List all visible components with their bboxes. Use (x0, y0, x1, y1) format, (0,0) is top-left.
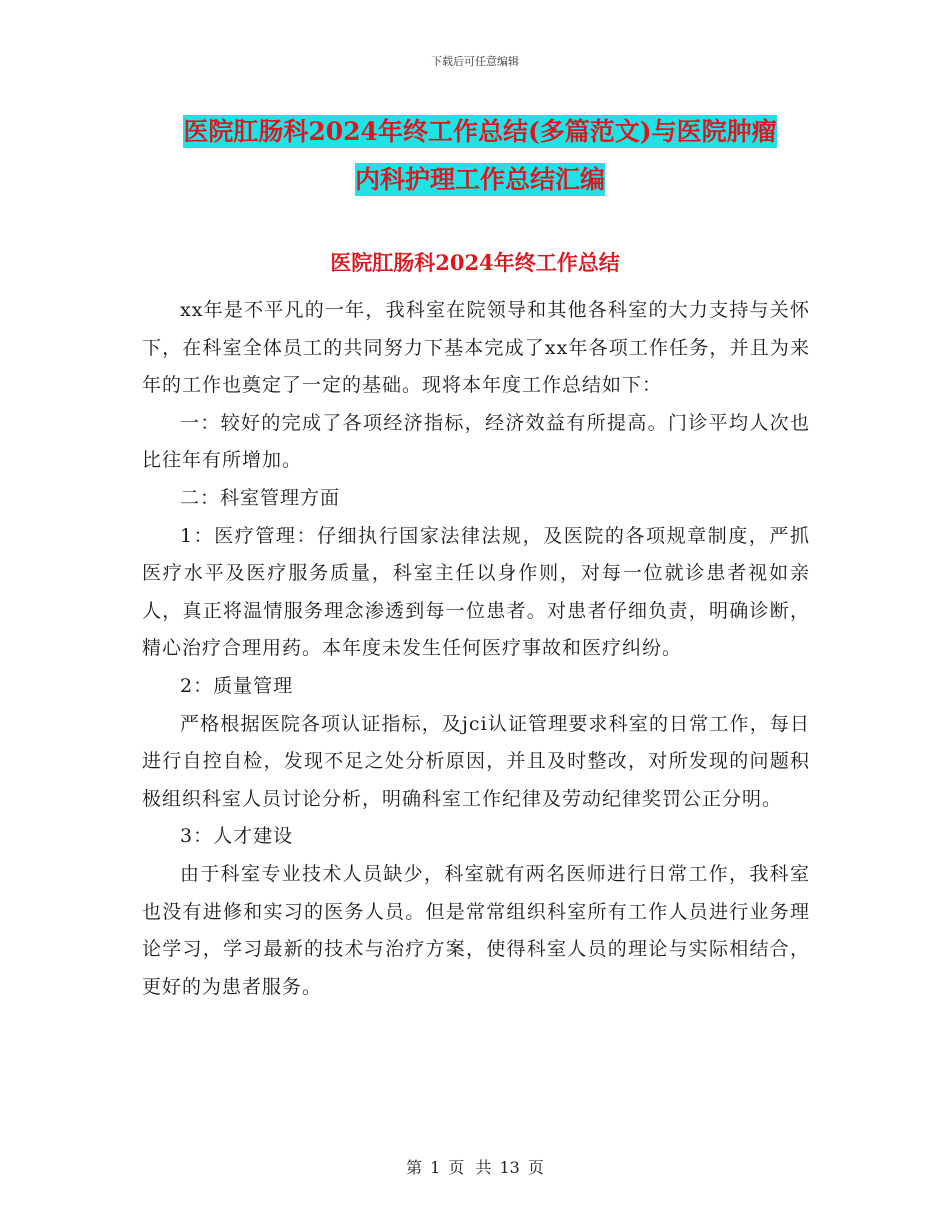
paragraph-economic: 一：较好的完成了各项经济指标，经济效益有所提高。门诊平均人次也比往年有所增加。 (142, 411, 810, 472)
section-title: 医院肛肠科2024年终工作总结 (330, 250, 620, 275)
document-title-line-1: 医院肛肠科2024年终工作总结(多篇范文)与医院肿瘤 (183, 117, 777, 146)
paragraph-talent-building: 由于科室专业技术人员缺少，科室就有两名医师进行日常工作，我科室也没有进修和实习的医务人员。但是常常组织科室所有工作人员进行业务理论学习，学习最新的技术与治疗方案，使得科室人员的理论与实际相结合，更好的为患者服务。 (142, 862, 810, 998)
document-title-line-2: 内科护理工作总结汇编 (354, 165, 605, 194)
footer-mid: 页 共 (448, 1158, 492, 1177)
paragraph-intro: xx年是不平凡的一年，我科室在院领导和其他各科室的大力支持与关怀下，在科室全体员工的共同努力下基本完成了xx年各项工作任务，并且为来年的工作也奠定了一定的基础。现将本年度工作总结如下： (142, 299, 810, 397)
document-title (140, 108, 820, 204)
page-number: 1 (430, 1158, 441, 1177)
heading-management: 二：科室管理方面 (180, 486, 341, 509)
document-body (142, 292, 810, 1006)
paragraph-medical-management: 1：医疗管理：仔细执行国家法律法规，及医院的各项规章制度，严抓医疗水平及医疗服务质量，科室主任以身作则，对每一位就诊患者视如亲人，真正将温情服务理念渗透到每一位患者。对患者仔细负责，明确诊断，精心治疗合理用药。本年度未发生任何医疗事故和医疗纠纷。 (142, 524, 810, 660)
page-footer (0, 1155, 950, 1178)
footer-suffix: 页 (527, 1158, 544, 1177)
heading-talent-building: 3：人才建设 (180, 825, 294, 848)
footer-prefix: 第 (406, 1158, 423, 1177)
header-note: 下载后可任意编辑 (431, 55, 519, 68)
heading-quality-management: 2：质量管理 (180, 674, 294, 697)
paragraph-quality-management: 严格根据医院各项认证指标，及jci认证管理要求科室的日常工作，每日进行自控自检，发现不足之处分析原因，并且及时整改，对所发现的问题积极组织科室人员讨论分析，明确科室工作纪律及劳动纪律奖罚公正分明。 (142, 712, 810, 810)
total-pages: 13 (499, 1158, 520, 1177)
